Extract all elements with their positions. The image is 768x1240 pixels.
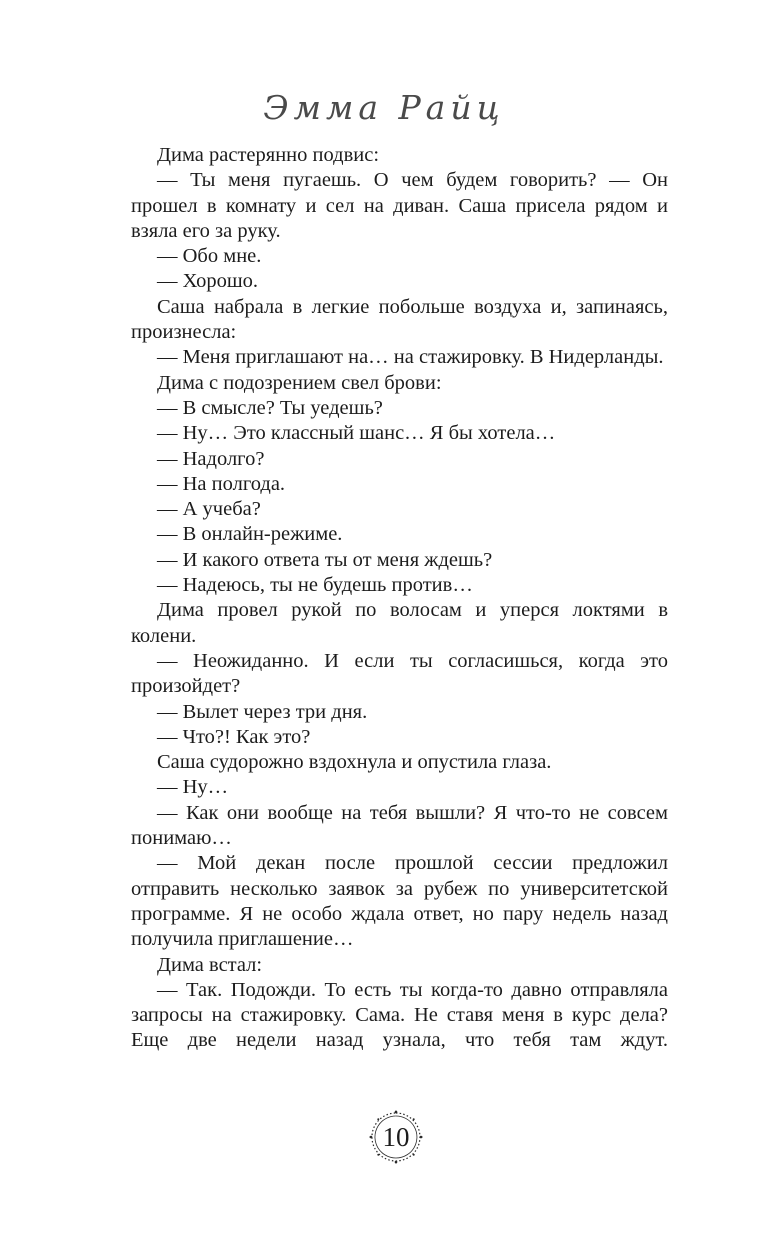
- paragraph: — Обо мне.: [157, 245, 262, 268]
- paragraph: Саша набрала в легкие побольше воздуха и, запинаясь, произнесла:: [131, 295, 668, 344]
- body-text: [131, 143, 668, 1054]
- paragraph: — И какого ответа ты от меня ждешь?: [157, 548, 493, 571]
- paragraph: — Как они вообще на тебя вышли? Я что-то не совсем понимаю…: [131, 801, 668, 850]
- paragraph: — На полгода.: [157, 472, 286, 495]
- page-number-ornament: [366, 1107, 426, 1167]
- paragraph: — В смысле? Ты уедешь?: [157, 396, 383, 419]
- paragraph: — В онлайн-режиме.: [157, 523, 343, 546]
- paragraph: — Ну… Это классный шанс… Я бы хотела…: [157, 422, 556, 445]
- paragraph: — Надолго?: [157, 447, 265, 470]
- paragraph: — Что?! Как это?: [157, 725, 311, 748]
- paragraph: Дима провел рукой по волосам и уперся локтями в колени.: [131, 599, 668, 647]
- paragraph: — Мой декан после прошлой сессии предложил отправить несколько заявок за рубеж по университетской программе. Я не особо ждала ответ, но пару недель назад получила приглашение…: [131, 852, 668, 951]
- paragraph: Саша судорожно вздохнула и опустила глаза.: [157, 751, 552, 774]
- page-number: 10: [382, 1122, 410, 1152]
- paragraph: — Вылет через три дня.: [157, 700, 368, 723]
- paragraph: — Так. Подожди. То есть ты когда-то давно отправляла запросы на стажировку. Сама. Не ставя меня в курс дела? Еще две недели назад узнала, что тебя там ждут.: [131, 978, 668, 1052]
- paragraph: — Хорошо.: [157, 270, 259, 293]
- paragraph: — Ты меня пугаешь. О чем будем говорить? — Он прошел в комнату и сел на диван. Саша присела рядом и взяла его за руку.: [131, 169, 668, 242]
- paragraph: Дима с подозрением свел брови:: [157, 371, 442, 394]
- paragraph: — Надеюсь, ты не будешь против…: [157, 574, 473, 597]
- paragraph: — Меня приглашают на… на стажировку. В Нидерланды.: [157, 346, 664, 369]
- paragraph: — Неожиданно. И если ты согласишься, когда это произойдет?: [131, 649, 668, 698]
- running-head-author: Эмма Райц: [263, 88, 505, 127]
- paragraph: Дима растерянно подвис:: [157, 144, 380, 166]
- paragraph: — А учеба?: [157, 498, 261, 521]
- paragraph: Дима встал:: [157, 953, 263, 976]
- paragraph: — Ну…: [157, 776, 229, 799]
